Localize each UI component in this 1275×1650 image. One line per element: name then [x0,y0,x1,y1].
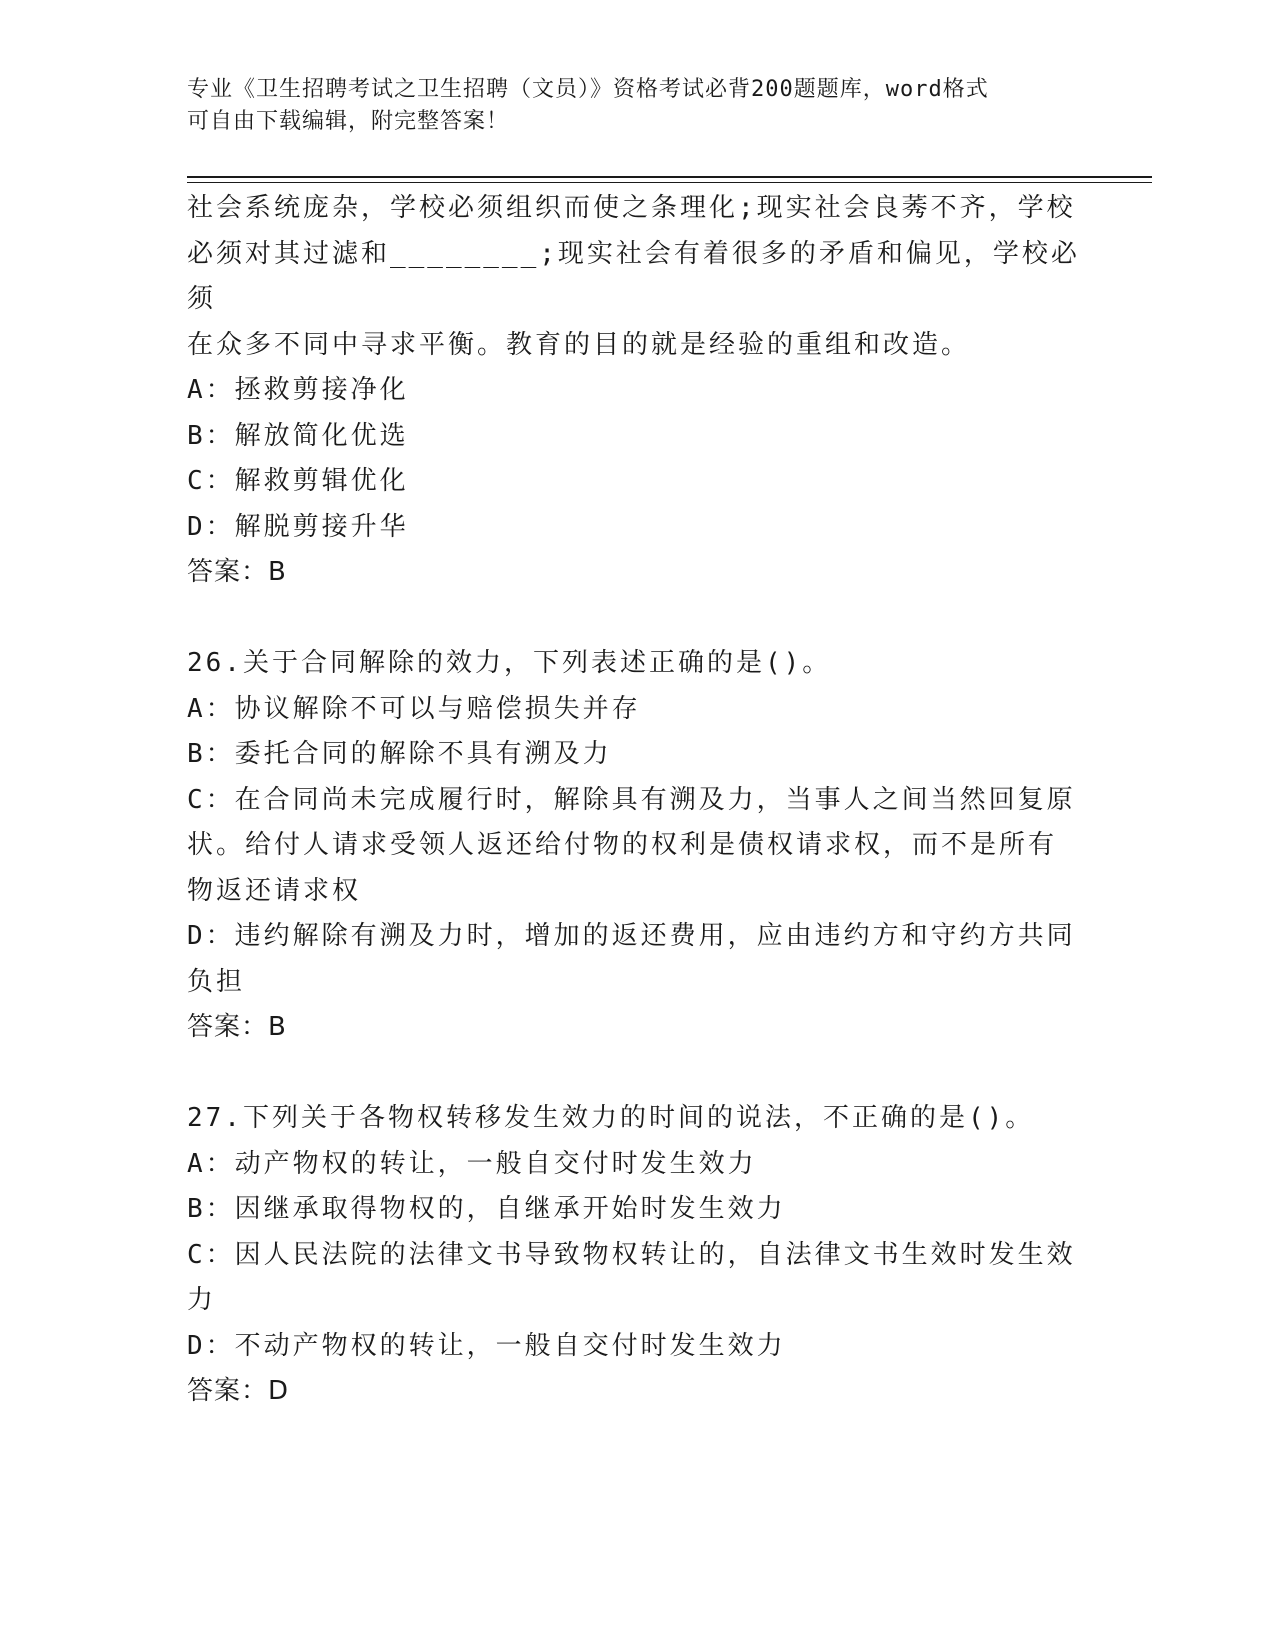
answer-line: 答案：B [187,557,287,587]
answer-line: 答案：B [187,1012,287,1042]
option-a: A：拯救剪接净化 [187,375,409,405]
option-c-line: C：在合同尚未完成履行时，解除具有溯及力，当事人之间当然回复原 [187,784,1076,815]
option-b: B：因继承取得物权的，自继承开始时发生效力 [187,1194,786,1224]
header-rule-thick [187,176,1152,178]
option-a: A：协议解除不可以与赔偿损失并存 [187,693,641,724]
option-c-line: 力 [187,1285,217,1315]
option-d: D：解脱剪接升华 [187,511,409,542]
header-line-2: 可自由下载编辑，附完整答案！ [187,109,510,134]
answer-line: 答案：D [187,1376,290,1406]
header-rule-thin [187,182,1152,183]
question-stem-line: 必须对其过滤和________;现实社会有着很多的矛盾和偏见，学校必须 [187,238,1080,314]
question-spacer [187,1051,1087,1097]
question-stem-line: 在众多不同中寻求平衡。教育的目的就是经验的重组和改造。 [187,329,971,360]
option-d: D：不动产物权的转让，一般自交付时发生效力 [187,1330,786,1361]
option-d-line: 负担 [187,966,246,997]
option-b: B：解放简化优选 [187,420,409,451]
question-27 [187,1096,1087,1415]
option-d-line: D：违约解除有溯及力时，增加的返还费用，应由违约方和守约方共同 [187,921,1076,951]
question-stem-line: 社会系统庞杂，学校必须组织而使之条理化;现实社会良莠不齐，学校 [187,193,1076,223]
option-b: B：委托合同的解除不具有溯及力 [187,739,612,769]
question-stem: 26.关于合同解除的效力，下列表述正确的是()。 [187,648,832,678]
option-c-line: C：因人民法院的法律文书导致物权转让的，自法律文书生效时发生效 [187,1239,1076,1270]
question-25 [187,186,1087,596]
option-c: C：解救剪辑优化 [187,466,409,496]
option-c-line: 状。给付人请求受领人返还给付物的权利是债权请求权，而不是所有 [187,830,1058,860]
question-stem: 27.下列关于各物权转移发生效力的时间的说法，不正确的是()。 [187,1103,1035,1133]
document-header [187,74,1087,138]
question-26 [187,641,1087,1051]
option-a: A：动产物权的转让，一般自交付时发生效力 [187,1148,757,1179]
question-list [187,186,1087,1415]
question-spacer [187,596,1087,642]
header-line-1: 专业《卫生招聘考试之卫生招聘（文员）》资格考试必背200题题库，word格式 [187,77,989,102]
option-c-line: 物返还请求权 [187,875,362,906]
